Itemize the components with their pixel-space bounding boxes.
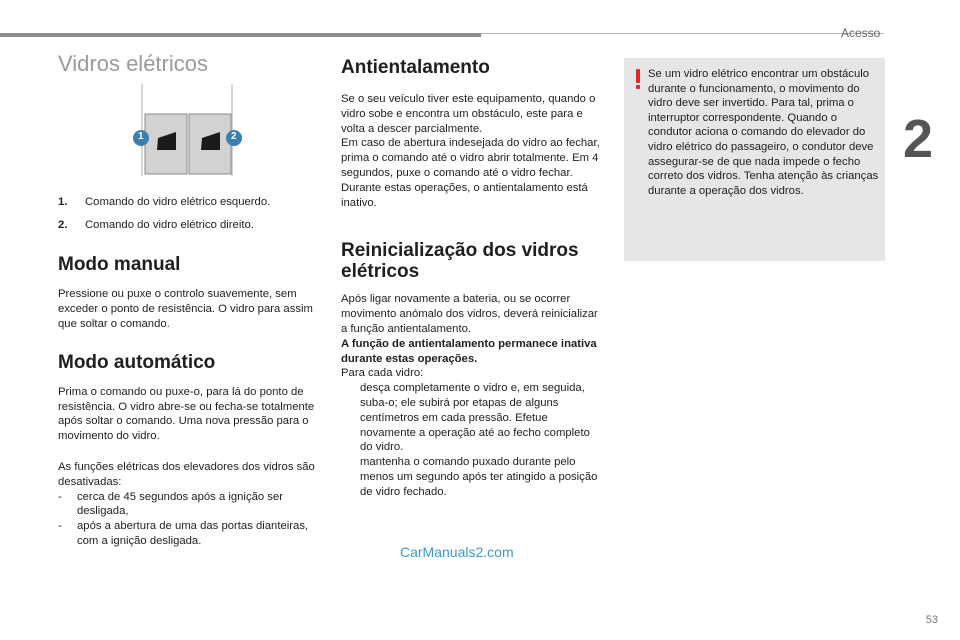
warning-text: Se um vidro elétrico encontrar um obstáculo durante o funcionamento, o movimento do vidro deve ser invertido. Para tal, prima o interruptor correspondente. Quando o condutor aciona o comando do elevador do vidro elétrico do passageiro, o condutor deve assegurar-se de que nada impede o fecho correto dos vidros. Tenha atenção às crianças durante a operação dos vidros. (648, 68, 879, 197)
list-item-text: mantenha o comando puxado durante pelo menos um segundo após ter atingido a posição de vidro fechado. (360, 456, 598, 498)
manual-mode-text: Pressione ou puxe o controlo suavemente, sem exceder o ponto de resistência. O vidro para assim que soltar o comando. (58, 288, 313, 330)
dash-marker: - (58, 490, 62, 503)
list-item (58, 519, 320, 549)
list-item (58, 490, 320, 520)
warning-box (624, 58, 885, 261)
anti-pinch-text-1: Se o seu veículo tiver este equipamento, quando o vidro sobe e encontra um obstáculo, este para e volta a descer parcialmente. (341, 93, 596, 135)
bullet-marker (341, 381, 360, 455)
reinit-warning-bold: A função de antientalamento permanece inativa durante estas operações. (341, 337, 597, 365)
heading-automatic-mode: Modo automático (58, 351, 216, 373)
reinit-text-2: Para cada vidro: (341, 367, 424, 380)
list-item-text: desça completamente o vidro e, em seguida, suba-o; ele subirá por etapas de alguns centímetros em cada pressão. Efetue novamente a operação até ao fecho completo do vidro. (360, 382, 590, 454)
deactivation-intro: As funções elétricas dos elevadores dos vidros são desativadas: (58, 460, 315, 488)
dash-marker: - (58, 520, 62, 533)
caption-text: Comando do vidro elétrico direito. (85, 218, 254, 231)
page-number: 53 (925, 614, 938, 626)
reinit-text-1: Após ligar novamente a bateria, ou se ocorrer movimento anómalo dos vidros, deverá reinicializar a função antientalamento. (341, 293, 598, 335)
automatic-mode-text: Prima o comando ou puxe-o, para lá do ponto de resistência. O vidro abre-se ou fecha-se totalmente após soltar o comando. Uma nova pressão para o movimento do vidro. (58, 385, 315, 443)
caption-number: 2. (58, 218, 68, 231)
callout-2: 2 (231, 130, 237, 142)
heading-reinitialization: Reinicialização dos vidros elétricos (341, 240, 579, 283)
caption-text: Comando do vidro elétrico esquerdo. (85, 195, 271, 208)
section-label: Acesso (841, 26, 881, 40)
switch-panel-graphic (58, 84, 320, 179)
heading-anti-pinch: Antientalamento (341, 57, 490, 78)
heading-manual-mode: Modo manual (58, 254, 181, 276)
page-title: Vidros elétricos (58, 51, 208, 76)
list-item (341, 455, 603, 499)
list-item-text: após a abertura de uma das portas dianteiras, com a ignição desligada. (77, 520, 309, 547)
column-left (58, 51, 320, 549)
chapter-number: 2 (903, 109, 934, 169)
bullet-marker (341, 455, 360, 499)
list-item (341, 381, 603, 455)
anti-pinch-text-2: Em caso de abertura indesejada do vidro ao fechar, prima o comando até o vidro abrir totalmente. Em 4 segundos, puxe o comando até o vidro fechar. (341, 137, 600, 179)
caption-1 (58, 195, 320, 210)
watermark: CarManuals2.com (400, 544, 514, 560)
caption-2 (58, 218, 320, 233)
exclamation-warning-icon (634, 68, 642, 90)
caption-number: 1. (58, 195, 68, 208)
header-rule-thin (481, 33, 884, 34)
window-switch-illustration (58, 84, 320, 179)
column-middle (341, 57, 603, 500)
list-item-text: cerca de 45 segundos após a ignição ser desligada, (77, 490, 283, 518)
callout-1: 1 (138, 130, 144, 142)
header-rule (0, 33, 481, 37)
anti-pinch-text-3: Durante estas operações, o antientalamento está inativo. (341, 181, 588, 209)
